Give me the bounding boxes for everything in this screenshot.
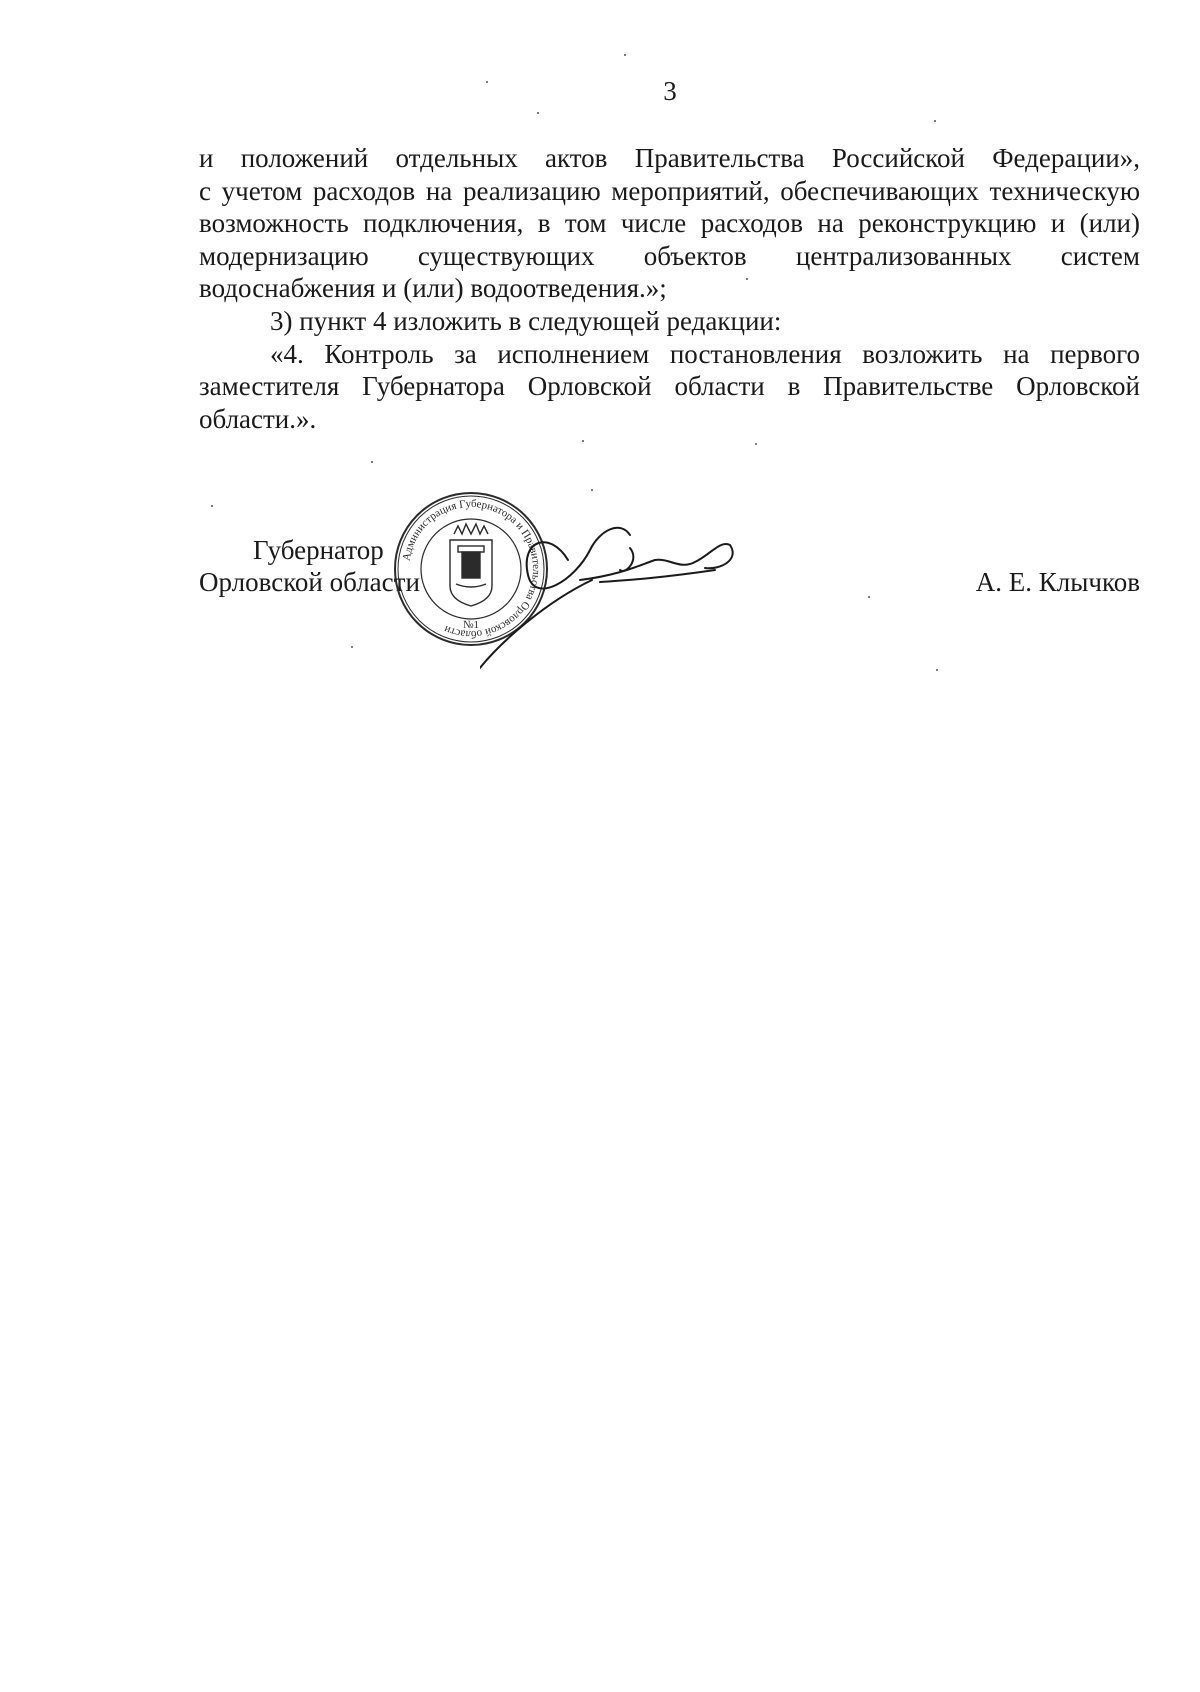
paragraph-line: с учетом расходов на реализацию мероприятий, обеспечивающих техническую (199, 175, 1140, 206)
signer-name: А. Е. Клычков (975, 567, 1140, 597)
signer-title-region: Орловской области (199, 567, 420, 597)
paragraph-item-3: 3) пункт 4 изложить в следующей редакции: (270, 305, 782, 336)
paragraph-line: «4. Контроль за исполнением постановления возложить на первого (270, 338, 1140, 369)
seal-number: №1 (463, 619, 479, 631)
paragraph-line: возможность подключения, в том числе расходов на реконструкцию и (или) (199, 208, 1140, 239)
handwritten-signature-icon (480, 520, 750, 690)
seal-ring-text: Администрация Губернатора и Правительства Орловской области (400, 497, 543, 641)
signer-title: Губернатор (253, 535, 384, 565)
page-number: 3 (663, 76, 677, 106)
document-body (199, 142, 1140, 435)
paragraph-line: области.». (199, 403, 317, 434)
paragraph-line: заместителя Губернатора Орловской области в Правительстве Орловской (199, 371, 1140, 402)
paragraph-line: водоснабжения и (или) водоотведения.»; (199, 273, 667, 304)
paragraph-line: и положений отдельных актов Правительства Российской Федерации», (199, 143, 1140, 173)
paragraph-line: модернизацию существующих объектов централизованных систем (199, 240, 1140, 271)
